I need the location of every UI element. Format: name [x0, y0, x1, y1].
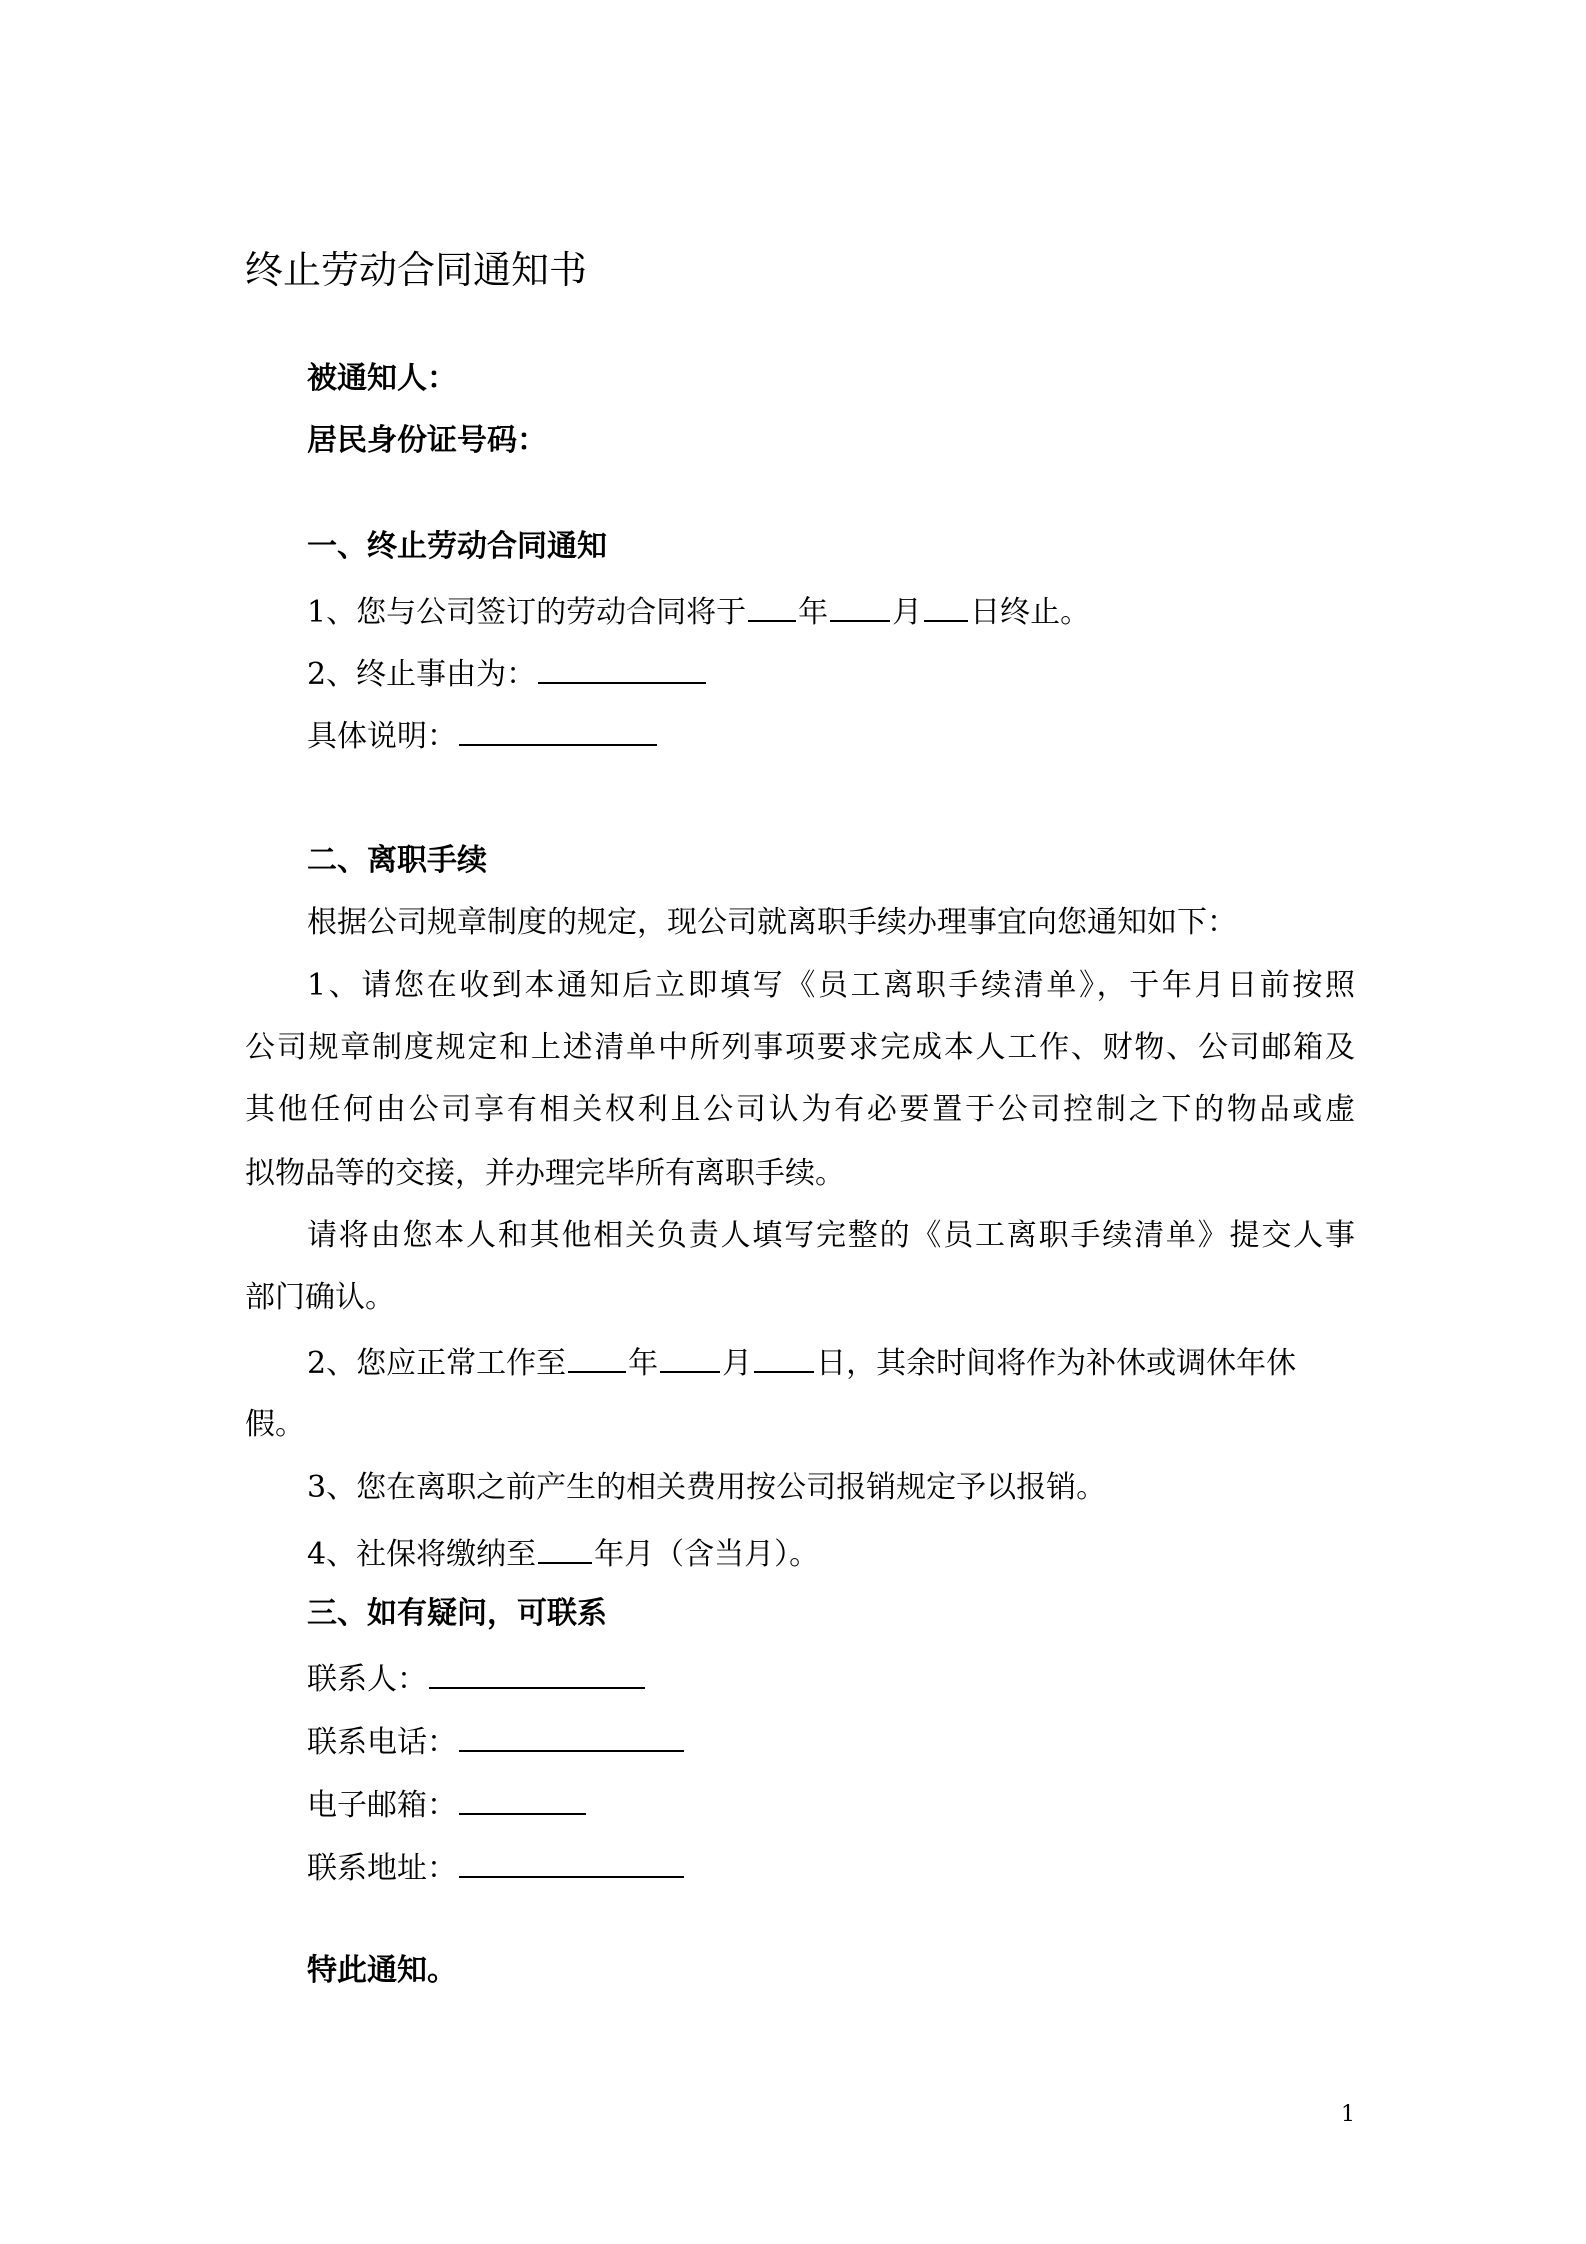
work-until-line — [307, 1341, 1296, 1384]
social-insurance-rest: 年月（含当月）。 — [594, 1537, 820, 1572]
address-line — [307, 1846, 686, 1889]
submit-line: 请将由您本人和其他相关负责人填写完整的《员工离职手续清单》提交人事 — [307, 1218, 1355, 1253]
month-label: 月 — [722, 1346, 753, 1381]
detail-label: 具体说明： — [307, 719, 457, 754]
detail-line — [307, 714, 659, 757]
work-until-text: 2、您应正常工作至 — [307, 1346, 567, 1381]
termination-reason-blank — [538, 652, 706, 684]
section1-heading: 一、终止劳动合同通知 — [307, 529, 607, 564]
termination-date-text: 1、您与公司签订的劳动合同将于 — [307, 595, 747, 630]
submit-line: 部门确认。 — [245, 1280, 395, 1315]
item1-line: 其他任何由公司享有相关权利且公司认为有必要置于公司控制之下的物品或虚 — [245, 1092, 1355, 1127]
social-insurance-text: 4、社保将缴纳至 — [307, 1537, 537, 1572]
social-insurance-line — [307, 1532, 819, 1575]
section2-heading: 二、离职手续 — [307, 843, 487, 878]
id-number-label: 居民身份证号码： — [307, 423, 547, 458]
section3-heading: 三、如有疑问，可联系 — [307, 1596, 607, 1631]
email-blank — [459, 1783, 586, 1815]
section2-intro: 根据公司规章制度的规定，现公司就离职手续办理事宜向您通知如下： — [307, 905, 1237, 940]
expenses-line: 3、您在离职之前产生的相关费用按公司报销规定予以报销。 — [307, 1470, 1107, 1505]
work-until-rest: 日，其余时间将作为补休或调休年休 — [816, 1346, 1297, 1381]
item1-line: 拟物品等的交接，并办理完毕所有离职手续。 — [245, 1156, 845, 1191]
document-title: 终止劳动合同通知书 — [245, 248, 588, 292]
work-until-wrap: 假。 — [245, 1407, 305, 1442]
termination-date-line — [307, 590, 1090, 633]
day-blank — [924, 590, 968, 622]
address-blank — [459, 1846, 684, 1878]
year-label: 年 — [798, 595, 829, 630]
contact-phone-line — [307, 1720, 686, 1763]
detail-blank — [459, 714, 657, 746]
contact-person-label: 联系人： — [307, 1662, 427, 1697]
item1-line: 公司规章制度规定和上述清单中所列事项要求完成本人工作、财物、公司邮箱及 — [245, 1030, 1355, 1065]
year-blank — [568, 1341, 626, 1373]
closing: 特此通知。 — [307, 1953, 457, 1988]
email-label: 电子邮箱： — [307, 1788, 457, 1823]
year-blank — [748, 590, 796, 622]
month-blank — [830, 590, 890, 622]
contact-phone-label: 联系电话： — [307, 1725, 457, 1760]
contact-phone-blank — [459, 1720, 684, 1752]
year-label: 年 — [628, 1346, 659, 1381]
recipient-label: 被通知人： — [307, 361, 457, 396]
day-label: 日终止。 — [970, 595, 1091, 630]
item1-line: 1、请您在收到本通知后立即填写《员工离职手续清单》，于年月日前按照 — [307, 968, 1355, 1003]
termination-reason-line — [307, 652, 708, 695]
year-blank — [538, 1532, 592, 1564]
month-blank — [660, 1341, 720, 1373]
page-number: 1 — [1341, 2102, 1355, 2127]
termination-reason-label: 2、终止事由为： — [307, 657, 537, 692]
month-label: 月 — [892, 595, 923, 630]
email-line — [307, 1783, 588, 1826]
contact-person-line — [307, 1657, 647, 1700]
contact-person-blank — [429, 1657, 645, 1689]
address-label: 联系地址： — [307, 1851, 457, 1886]
day-blank — [754, 1341, 814, 1373]
